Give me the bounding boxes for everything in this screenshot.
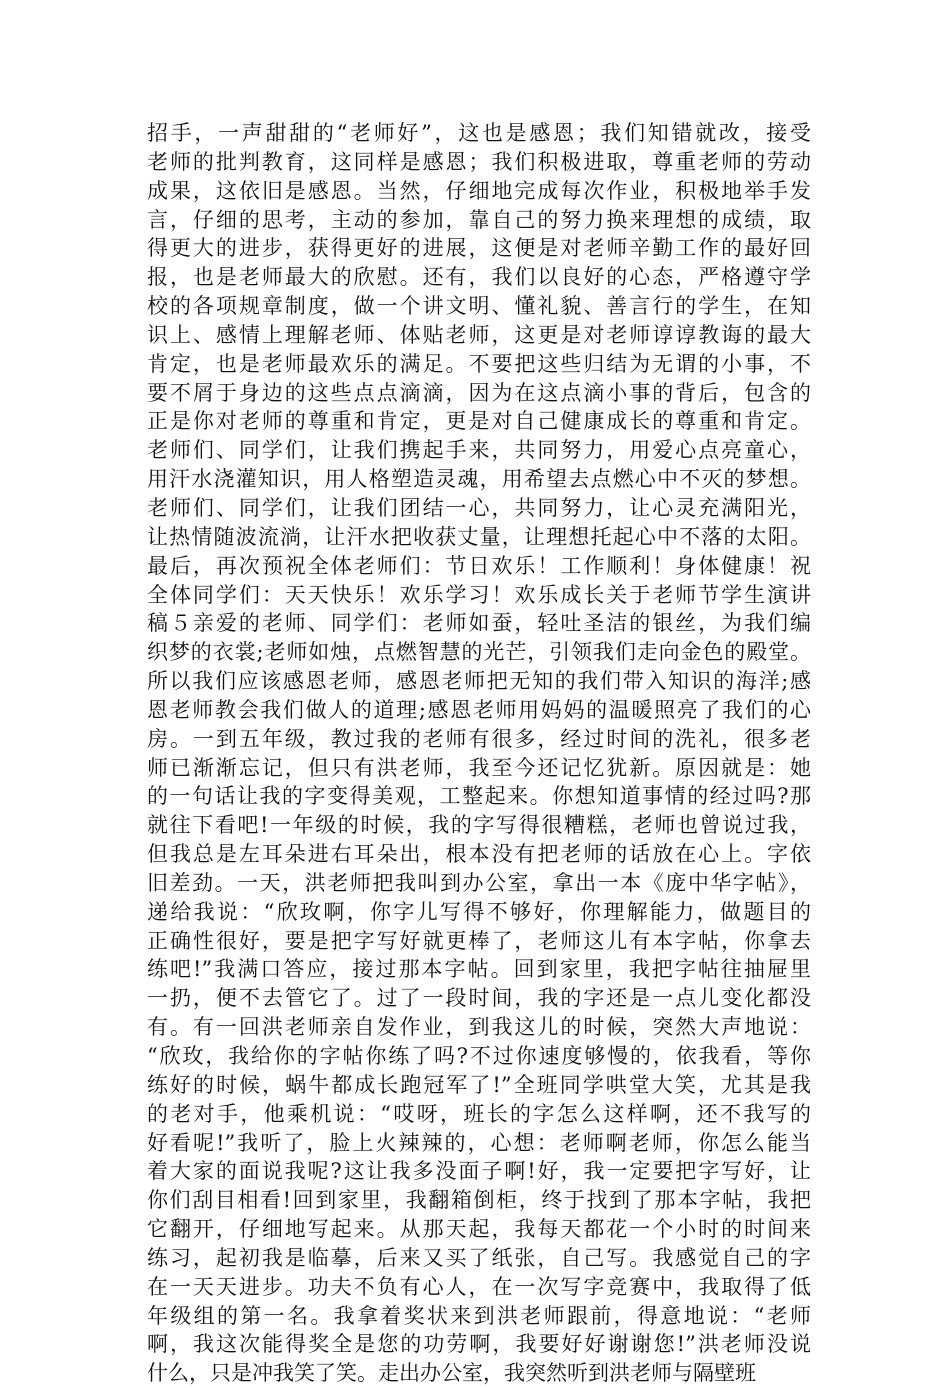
text-line: 要不屑于身边的这些点点滴滴，因为在这点滴小事的背后，包含的 bbox=[147, 380, 811, 405]
text-line: 老师们、同学们，让我们团结一心，共同努力，让心灵充满阳光， bbox=[147, 495, 811, 520]
text-line: 在一天天进步。功夫不负有心人，在一次写字竞赛中，我取得了低 bbox=[147, 1274, 811, 1299]
text-line: “欣玫，我给你的字帖你练了吗?不过你速度够慢的，依我看，等你 bbox=[147, 1044, 811, 1068]
text-line: 练习，起初我是临摹，后来又买了纸张，自己写。我感觉自己的字 bbox=[147, 1245, 811, 1270]
text-line: 递给我说：“欣玫啊，你字儿写得不够好，你理解能力，做题目的 bbox=[147, 899, 811, 924]
text-line: 报，也是老师最大的欣慰。还有，我们以良好的心态，严格遵守学 bbox=[147, 265, 811, 290]
text-line: 年级组的第一名。我拿着奖状来到洪老师跟前，得意地说：“老师 bbox=[147, 1303, 811, 1328]
text-line: 全体同学们：天天快乐！欢乐学习！欢乐成长关于老师节学生演讲 bbox=[147, 582, 811, 607]
text-line: 正是你对老师的尊重和肯定，更是对自己健康成长的尊重和肯定。 bbox=[147, 409, 811, 434]
text-line: 肯定，也是老师最欢乐的满足。不要把这些归结为无谓的小事，不 bbox=[147, 351, 811, 376]
text-line: 着大家的面说我呢?这让我多没面子啊!好，我一定要把字写好，让 bbox=[147, 1159, 811, 1184]
text-line: 老师们、同学们，让我们携起手来，共同努力，用爱心点亮童心， bbox=[147, 438, 811, 463]
text-line: 织梦的衣裳;老师如烛，点燃智慧的光芒，引领我们走向金色的殿堂。 bbox=[147, 640, 811, 665]
text-line: 你们刮目相看!回到家里，我翻箱倒柜，终于找到了那本字帖，我把 bbox=[147, 1188, 811, 1213]
text-line: 让热情随波流淌，让汗水把收获丈量，让理想托起心中不落的太阳。 bbox=[147, 524, 811, 549]
text-line: 练好的时候，蜗牛都成长跑冠军了!”全班同学哄堂大笑，尤其是我 bbox=[147, 1072, 811, 1097]
text-line: 旧差劲。一天，洪老师把我叫到办公室，拿出一本《庞中华字帖》， bbox=[147, 870, 811, 895]
text-line: 但我总是左耳朵进右耳朵出，根本没有把老师的话放在心上。字依 bbox=[147, 842, 811, 867]
text-line: 啊，我这次能得奖全是您的功劳啊，我要好好谢谢您!”洪老师没说 bbox=[147, 1332, 811, 1357]
text-line: 它翻开，仔细地写起来。从那天起，我每天都花一个小时的时间来 bbox=[147, 1217, 811, 1242]
text-line: 就往下看吧!一年级的时候，我的字写得很糟糕，老师也曾说过我， bbox=[147, 813, 811, 838]
text-line: 用汗水浇灌知识，用人格塑造灵魂，用希望去点燃心中不灭的梦想。 bbox=[147, 467, 811, 492]
text-line: 得更大的进步，获得更好的进展，这便是对老师辛勤工作的最好回 bbox=[147, 236, 811, 261]
text-line: 房。一到五年级，教过我的老师有很多，经过时间的洗礼，很多老 bbox=[147, 726, 811, 751]
text-line: 一扔，便不去管它了。过了一段时间，我的字还是一点儿变化都没 bbox=[147, 986, 811, 1011]
text-line: 校的各项规章制度，做一个讲文明、懂礼貌、善言行的学生，在知 bbox=[147, 294, 811, 319]
document-body bbox=[147, 119, 811, 1388]
text-line: 成果，这依旧是感恩。当然，仔细地完成每次作业，积极地举手发 bbox=[147, 178, 811, 203]
text-line: 什么，只是冲我笑了笑。走出办公室，我突然听到洪老师与隔壁班 bbox=[147, 1361, 756, 1386]
text-line: 稿５亲爱的老师、同学们：老师如蚕，轻吐圣洁的银丝，为我们编 bbox=[147, 611, 811, 636]
text-line: 好看呢!”我听了，脸上火辣辣的，心想：老师啊老师，你怎么能当 bbox=[147, 1130, 811, 1155]
text-line: 招手，一声甜甜的“老师好”，这也是感恩；我们知错就改，接受 bbox=[147, 121, 811, 145]
text-line: 练吧!”我满口答应，接过那本字帖。回到家里，我把字帖往抽屉里 bbox=[147, 957, 811, 982]
text-line: 老师的批判教育，这同样是感恩；我们积极进取，尊重老师的劳动 bbox=[147, 149, 811, 174]
text-line: 言，仔细的思考，主动的参加，靠自己的努力换来理想的成绩，取 bbox=[147, 207, 811, 232]
text-line: 的老对手，他乘机说：“哎呀，班长的字怎么这样啊，还不我写的 bbox=[147, 1101, 811, 1126]
text-line: 识上、感情上理解老师、体贴老师，这更是对老师谆谆教诲的最大 bbox=[147, 322, 811, 347]
text-line: 最后，再次预祝全体老师们：节日欢乐！工作顺利！身体健康！祝 bbox=[147, 553, 811, 578]
text-line: 有。有一回洪老师亲自发作业，到我这儿的时候，突然大声地说： bbox=[147, 1015, 811, 1040]
text-line: 的一句话让我的字变得美观，工整起来。你想知道事情的经过吗?那 bbox=[147, 784, 811, 809]
text-line: 正确性很好，要是把字写好就更棒了，老师这儿有本字帖，你拿去 bbox=[147, 928, 811, 953]
text-line: 师已渐渐忘记，但只有洪老师，我至今还记忆犹新。原因就是：她 bbox=[147, 755, 811, 780]
text-line: 所以我们应该感恩老师，感恩老师把无知的我们带入知识的海洋;感 bbox=[147, 669, 811, 694]
text-line: 恩老师教会我们做人的道理;感恩老师用妈妈的温暖照亮了我们的心 bbox=[147, 697, 811, 722]
